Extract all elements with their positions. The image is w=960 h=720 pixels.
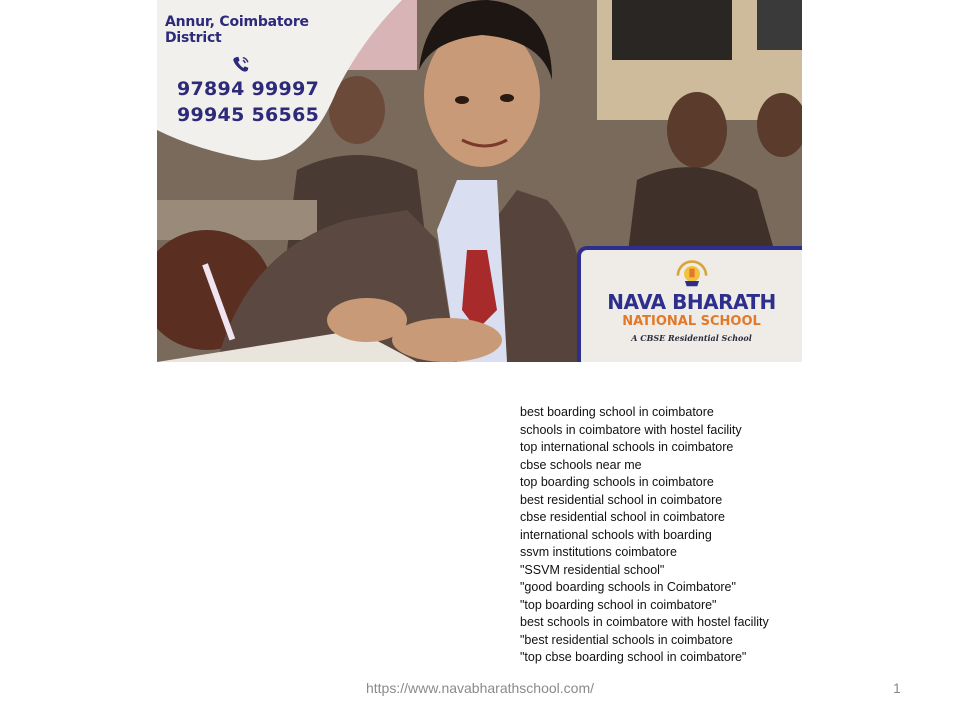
phone-number-1: 97894 99997 [177, 78, 320, 100]
keyword-item: "top boarding school in coimbatore" [520, 597, 717, 612]
page-number: 1 [893, 680, 901, 696]
keyword-item: international schools with boarding [520, 527, 712, 542]
keyword-item: top international schools in coimbatore [520, 440, 734, 454]
contact-block [165, 14, 350, 128]
phone-icon [230, 54, 252, 76]
school-subtitle: NATIONAL SCHOOL [622, 314, 761, 329]
footer-url: https://www.navabharathschool.com/ [365, 680, 594, 696]
phone-number-2: 99945 56565 [177, 104, 320, 126]
school-banner-image [157, 0, 802, 362]
keyword-item: ssvm institutions coimbatore [520, 545, 678, 559]
keyword-item: "best residential schools in coimbatore [520, 632, 733, 647]
school-emblem-icon [674, 258, 710, 288]
keyword-list [520, 404, 769, 667]
keyword-item: "SSVM residential school" [520, 562, 665, 577]
keyword-item: cbse schools near me [520, 457, 642, 472]
location-text: Annur, Coimbatore District [165, 14, 309, 46]
keyword-item: schools in coimbatore with hostel facility [520, 422, 742, 437]
keyword-item: best residential school in coimbatore [520, 492, 723, 507]
school-logo-card [577, 246, 802, 362]
school-name: NAVA BHARATH [607, 290, 776, 314]
keyword-item: best boarding school in coimbatore [520, 405, 714, 419]
keyword-item: cbse residential school in coimbatore [520, 510, 725, 524]
keyword-item: "top cbse boarding school in coimbatore" [520, 650, 747, 664]
keyword-item: "good boarding schools in Coimbatore" [520, 580, 736, 594]
keyword-item: top boarding schools in coimbatore [520, 475, 714, 489]
keyword-item: best schools in coimbatore with hostel facility [520, 615, 769, 629]
school-tagline: A CBSE Residential School [631, 333, 752, 343]
